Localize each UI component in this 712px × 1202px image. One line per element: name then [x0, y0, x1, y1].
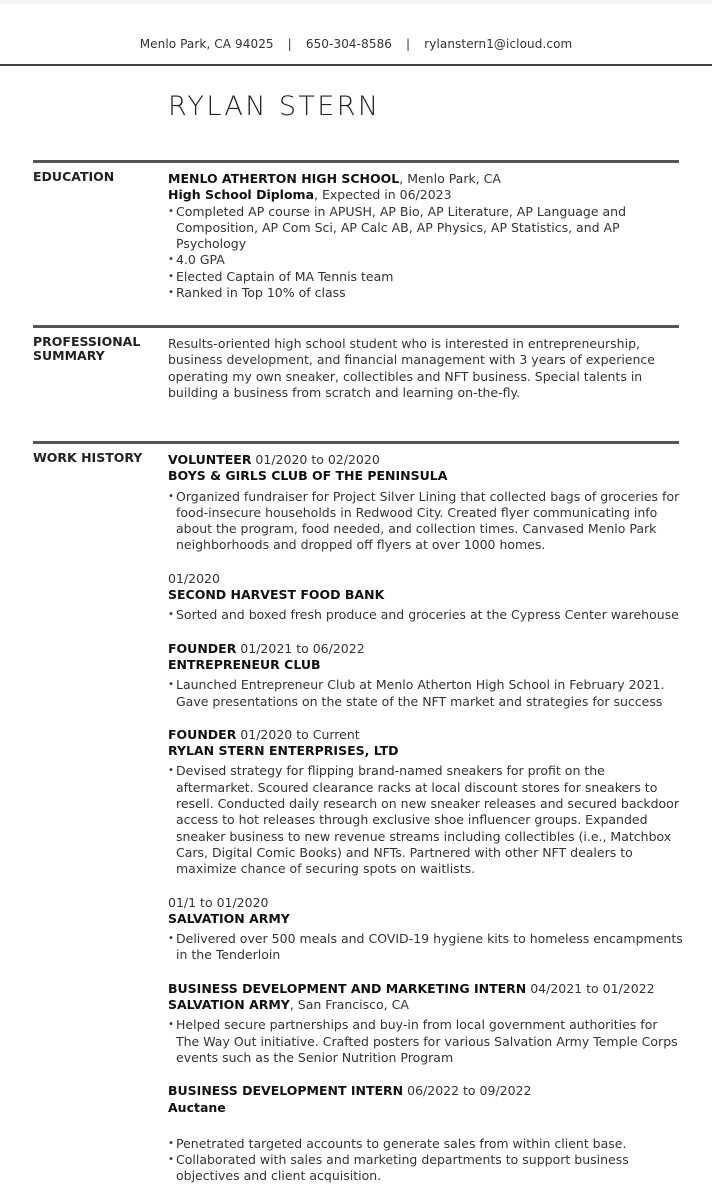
education-bullets [168, 204, 683, 302]
job-title-line [168, 571, 683, 587]
job-organization: SECOND HARVEST FOOD BANK [168, 587, 385, 603]
contact-phone: 650-304-8586 [305, 37, 393, 51]
job-bullets [168, 489, 683, 554]
section-label-work-history: WORK HISTORY [33, 450, 143, 465]
job-organization: SALVATION ARMY [168, 910, 290, 926]
section-label-summary [33, 335, 153, 363]
section-divider [33, 441, 679, 444]
job-bullets [168, 677, 683, 710]
bullet-item: • Collaborated with sales and marketing departments to support business objectives and client acquisition. [168, 1152, 683, 1185]
job-dates: 06/2022 to 09/2022 [403, 1083, 532, 1099]
bullet-item: • Launched Entrepreneur Club at Menlo Atherton High School in February 2021. Gave presentations on the state of the NFT market and strategies for success [168, 677, 683, 710]
school-location: , Menlo Park, CA [399, 171, 501, 186]
job-dates: 04/2021 to 01/2022 [526, 980, 655, 996]
job-dates: 01/2021 to 06/2022 [236, 640, 365, 656]
job-entry [168, 641, 683, 710]
candidate-name: RYLAN STERN [168, 91, 381, 122]
job-entry [168, 452, 683, 554]
job-entry [168, 981, 683, 1066]
job-organization: Auctane [168, 1099, 226, 1115]
bullet-item: • Completed AP course in APUSH, AP Bio, AP Literature, AP Language and Composition, AP Com Sci, AP Calc AB, AP Physics, AP Statistics, and AP Psychology [168, 204, 683, 253]
work-history-section [168, 452, 683, 1202]
job-dates: 01/2020 to 02/2020 [251, 452, 380, 467]
section-divider [33, 160, 679, 163]
job-title: VOLUNTEER [168, 452, 252, 467]
job-dates: 01/1 to 01/2020 [168, 894, 269, 910]
job-entry [168, 727, 683, 878]
job-title-line [168, 641, 683, 657]
contact-line [0, 37, 712, 51]
job-title-line [168, 981, 683, 997]
job-dates: 01/2020 to Current [236, 726, 360, 742]
contact-location: Menlo Park, CA 94025 [139, 37, 274, 51]
job-title-line [168, 895, 683, 911]
job-entry [168, 571, 683, 624]
contact-email[interactable]: rylanstern1@icloud.com [424, 37, 573, 51]
summary-text: Results-oriented high school student who is interested in entrepreneurship, business development, and financial management with 3 years of experience operating my own sneaker, collectibles and NFT business. Special talents in building a business from scratch and learning on-the-fly. [168, 336, 655, 400]
bullet-item: • 4.0 GPA [168, 252, 683, 268]
job-organization: SALVATION ARMY [168, 997, 290, 1013]
summary-label-line: PROFESSIONAL [33, 334, 141, 349]
job-title: BUSINESS DEVELOPMENT INTERN [168, 1083, 404, 1099]
bullet-item: • Devised strategy for flipping brand-named sneakers for profit on the aftermarket. Scoured clearance racks at local discount stores for sneakers to resell. Conducted daily research on new sneaker releases and secured backdoor access to hot releases through exclusive shoe influencer groups. Expanded sneaker business to new revenue streams including collectibles (i.e., Matchbox Cars, Digital Comic Books) and NFTs. Partnered with other NFT dealers to maximize chance of securing spots on waitlists. [168, 763, 683, 877]
bullet-item: • Helped secure partnerships and buy-in from local government authorities for The Way Out initiative. Crafted posters for various Salvation Army Temple Corps events such as the Senior Nutrition Program [168, 1017, 683, 1066]
summary-label-line: SUMMARY [33, 348, 105, 363]
bullet-item: • Elected Captain of MA Tennis team [168, 269, 683, 285]
job-bullets [168, 931, 683, 964]
bullet-item: • Organized fundraiser for Project Silver Lining that collected bags of groceries for food-insecure households in Redwood City. Created flyer communicating info about the program, food needed, and collection times. Canvased Menlo Park neighborhoods and dropped off flyers at over 1000 homes. [168, 489, 683, 554]
job-organization-line [168, 997, 683, 1013]
bullet-item: • Sorted and boxed fresh produce and groceries at the Cypress Center warehouse [168, 607, 683, 623]
section-label-education: EDUCATION [33, 169, 115, 184]
job-title-line [168, 452, 683, 468]
header-divider [0, 64, 712, 66]
job-title: FOUNDER [168, 726, 237, 742]
school-line [168, 171, 683, 187]
degree-date: , Expected in 06/2023 [314, 187, 452, 203]
bullet-item: • Ranked in Top 10% of class [168, 285, 683, 301]
job-bullets [168, 1136, 683, 1185]
degree-line [168, 187, 683, 203]
job-organization: RYLAN STERN ENTERPRISES, LTD [168, 743, 399, 759]
job-bullets [168, 763, 683, 877]
top-strip [0, 0, 712, 4]
job-entry [168, 1083, 683, 1184]
job-bullets [168, 607, 683, 623]
contact-separator: | [406, 37, 411, 51]
job-entry [168, 895, 683, 964]
job-organization: ENTREPRENEUR CLUB [168, 656, 321, 672]
section-divider [33, 325, 679, 328]
job-title-line [168, 727, 683, 743]
job-bullets [168, 1017, 683, 1066]
bullet-item: • Penetrated targeted accounts to generate sales from within client base. [168, 1136, 683, 1152]
job-title-line [168, 1083, 683, 1099]
school-name: MENLO ATHERTON HIGH SCHOOL [168, 171, 400, 186]
education-section [168, 171, 683, 301]
job-organization-location: , San Francisco, CA [289, 997, 409, 1013]
job-title: BUSINESS DEVELOPMENT AND MARKETING INTERN [168, 980, 527, 996]
job-title: FOUNDER [168, 640, 237, 656]
job-dates: 01/2020 [168, 570, 220, 586]
job-organization: BOYS & GIRLS CLUB OF THE PENINSULA [168, 468, 448, 484]
contact-separator: | [287, 37, 292, 51]
degree-name: High School Diploma [168, 187, 315, 203]
bullet-item: • Delivered over 500 meals and COVID-19 hygiene kits to homeless encampments in the Tenderloin [168, 931, 683, 964]
